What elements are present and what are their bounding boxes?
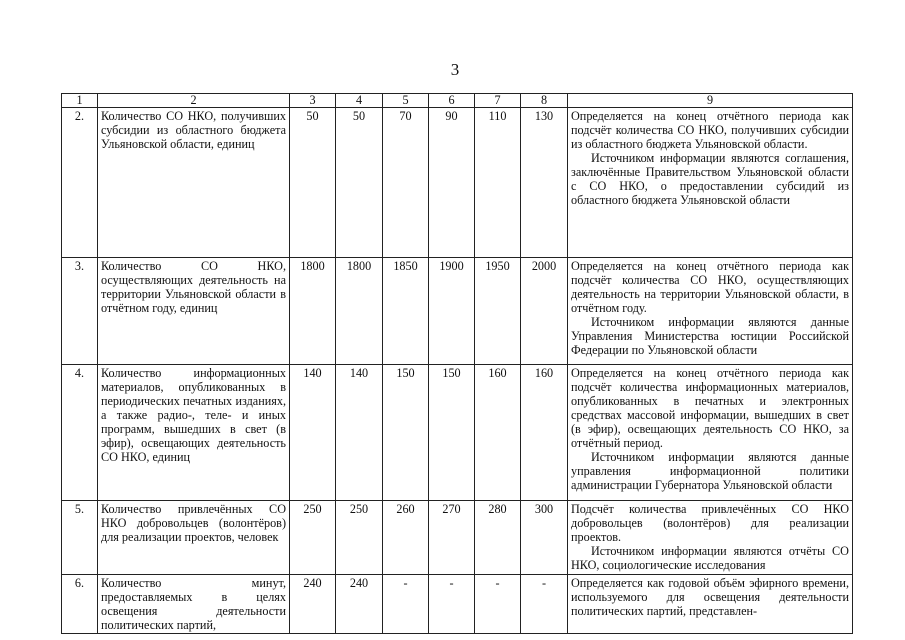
header-cell: 4	[336, 94, 383, 108]
value-cell: -	[521, 575, 568, 634]
method-note	[568, 258, 853, 365]
value-cell: 110	[475, 108, 521, 258]
table-row	[62, 258, 853, 365]
value-cell: 1800	[290, 258, 336, 365]
value-cell: 160	[521, 365, 568, 501]
value-cell: 150	[429, 365, 475, 501]
indicator-name: Количество СО НКО, осуществляющих деятельность на территории Ульяновской области в отчётном году, единиц	[98, 258, 290, 365]
header-row	[62, 94, 853, 108]
method-note	[568, 108, 853, 258]
value-cell: 1900	[429, 258, 475, 365]
value-cell: 70	[383, 108, 429, 258]
note-paragraph: Подсчёт количества привлечённых СО НКО добровольцев (волонтёров) для реализации проектов.	[571, 502, 849, 544]
value-cell: 240	[290, 575, 336, 634]
header-cell: 7	[475, 94, 521, 108]
table-row	[62, 575, 853, 634]
indicator-name: Количество привлечённых СО НКО добровольцев (волонтёров) для реализации проектов, человек	[98, 501, 290, 575]
value-cell: -	[475, 575, 521, 634]
note-paragraph: Определяется на конец отчётного периода как подсчёт количества информационных материалов, опубликованных в печатных и электронных средствах массовой информации, вышедших в свет (в эфир), освещающих деятельность СО НКО, за отчётный период.	[571, 366, 849, 450]
header-cell: 9	[568, 94, 853, 108]
row-number: 2.	[62, 108, 98, 258]
header-cell: 1	[62, 94, 98, 108]
note-paragraph: Определяется на конец отчётного периода как подсчёт количества СО НКО, осуществляющих деятельность на территории Ульяновской области, в отчётном году.	[571, 259, 849, 315]
value-cell: 140	[336, 365, 383, 501]
header-cell: 6	[429, 94, 475, 108]
note-paragraph: Источником информации являются отчёты СО НКО, социологические исследования	[571, 544, 849, 572]
value-cell: 50	[290, 108, 336, 258]
row-number: 6.	[62, 575, 98, 634]
value-cell: 130	[521, 108, 568, 258]
note-paragraph: Определяется на конец отчётного периода как подсчёт количества СО НКО, получивших субсидии из областного бюджета Ульяновской области.	[571, 109, 849, 151]
table-row	[62, 108, 853, 258]
table-row	[62, 501, 853, 575]
row-number: 5.	[62, 501, 98, 575]
indicator-name: Количество СО НКО, получивших субсидии из областного бюджета Ульяновской области, единиц	[98, 108, 290, 258]
note-paragraph: Определяется как годовой объём эфирного времени, используемого для освещения деятельности политических партий, представлен-	[571, 576, 849, 618]
header-cell: 8	[521, 94, 568, 108]
indicator-name: Количество информационных материалов, опубликованных в периодических печатных изданиях, а также радио-, теле- и иных программ, вышедших в свет (в эфир), освещающих деятельность СО НКО, единиц	[98, 365, 290, 501]
note-paragraph: Источником информации являются соглашения, заключённые Правительством Ульяновской области с СО НКО, о предоставлении субсидий из областного бюджета Ульяновской области	[571, 151, 849, 207]
value-cell: 250	[290, 501, 336, 575]
value-cell: 50	[336, 108, 383, 258]
value-cell: 280	[475, 501, 521, 575]
indicators-table	[61, 93, 853, 634]
row-number: 3.	[62, 258, 98, 365]
value-cell: 160	[475, 365, 521, 501]
method-note	[568, 501, 853, 575]
value-cell: 300	[521, 501, 568, 575]
value-cell: 1850	[383, 258, 429, 365]
value-cell: 240	[336, 575, 383, 634]
header-cell: 3	[290, 94, 336, 108]
value-cell: 150	[383, 365, 429, 501]
value-cell: 90	[429, 108, 475, 258]
header-cell: 2	[98, 94, 290, 108]
method-note	[568, 365, 853, 501]
row-number: 4.	[62, 365, 98, 501]
value-cell: -	[429, 575, 475, 634]
page-number: 3	[450, 60, 460, 79]
header-cell: 5	[383, 94, 429, 108]
indicator-name: Количество минут, предоставляемых в целях освещения деятельности политических партий,	[98, 575, 290, 634]
value-cell: 250	[336, 501, 383, 575]
note-paragraph: Источником информации являются данные управления информационной политики администрации Губернатора Ульяновской области	[571, 450, 849, 492]
value-cell: 270	[429, 501, 475, 575]
value-cell: 260	[383, 501, 429, 575]
note-paragraph: Источником информации являются данные Управления Министерства юстиции Российской Федерации по Ульяновской области	[571, 315, 849, 357]
value-cell: -	[383, 575, 429, 634]
value-cell: 1800	[336, 258, 383, 365]
value-cell: 140	[290, 365, 336, 501]
value-cell: 2000	[521, 258, 568, 365]
table-row	[62, 365, 853, 501]
value-cell: 1950	[475, 258, 521, 365]
method-note	[568, 575, 853, 634]
